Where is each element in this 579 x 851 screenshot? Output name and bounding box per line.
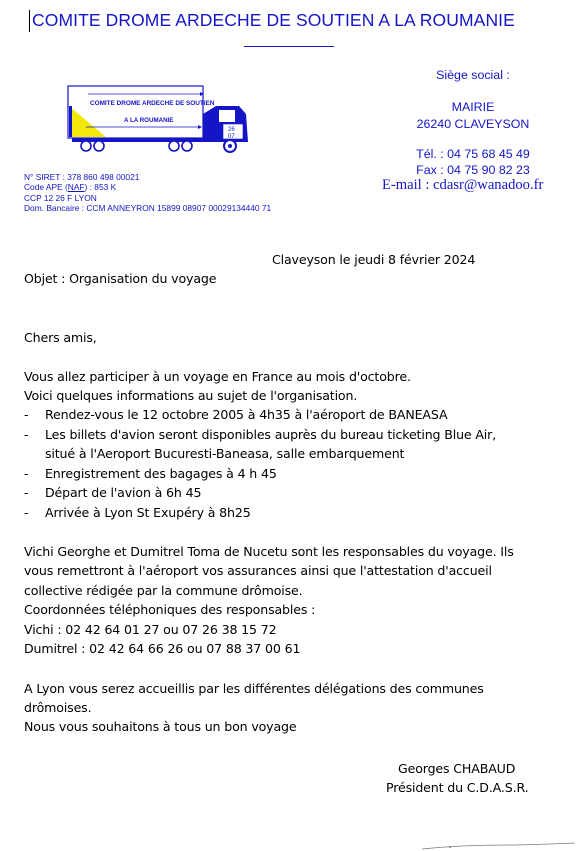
list-dash: -: [24, 485, 29, 500]
siege-address: 26240 CLAVEYSON: [416, 117, 530, 131]
contact-line: Vichi : 02 42 64 01 27 ou 07 26 38 15 72: [24, 622, 277, 637]
intro-line: Vous allez participer à un voyage en France au mois d'octobre.: [24, 369, 411, 384]
organization-title: COMITE DROME ARDECHE DE SOUTIEN A LA ROUMANIE: [32, 10, 515, 30]
truck-logo: [66, 84, 256, 158]
list-dash: -: [24, 505, 29, 520]
paragraph-line: collective rédigée par la commune drômoise.: [24, 583, 303, 598]
closing-line: Nous vous souhaitons à tous un bon voyage: [24, 719, 297, 734]
plate-bottom: 07: [228, 134, 235, 140]
list-item: Arrivée à Lyon St Exupéry à 8h25: [45, 505, 251, 520]
plate-top: 26: [228, 127, 235, 133]
fax-number: Fax : 04 75 90 82 23: [416, 163, 530, 177]
list-item: Départ de l'avion à 6h 45: [45, 485, 202, 500]
title-underline: [244, 46, 334, 47]
text-cursor: [29, 10, 30, 32]
letter-greeting: Chers amis,: [24, 330, 97, 345]
paragraph-line: drômoises.: [24, 700, 92, 715]
ccp: CCP 12 26 F LYON: [24, 192, 97, 203]
paragraph-line: vous remettront à l'aéroport vos assurances ainsi que l'attestation d'accueil: [24, 563, 492, 578]
list-dash: -: [24, 427, 29, 442]
list-item: Les billets d'avion seront disponibles auprès du bureau ticketing Blue Air,: [45, 427, 497, 442]
bank-info: Dom. Bancaire : CCM ANNEYRON 15899 08907 00029134440 71: [24, 203, 272, 214]
paragraph-line: A Lyon vous serez accueillis par les différentes délégations des communes: [24, 681, 484, 696]
siret: N° SIRET : 378 860 498 00021: [24, 172, 140, 182]
signature-title: Président du C.D.A.S.R.: [386, 780, 529, 795]
logo-line1: COMITE DROME ARDECHE DE SOUTIEN: [90, 100, 215, 107]
letter-subject: Objet : Organisation du voyage: [24, 271, 217, 286]
legal-info: [24, 172, 271, 214]
paragraph-line: Vichi Georghe et Dumitrel Toma de Nucetu sont les responsables du voyage. Ils: [24, 544, 514, 559]
phone-number: Tél. : 04 75 68 45 49: [416, 147, 530, 161]
list-dash: -: [24, 466, 29, 481]
list-item: Enregistrement des bagages à 4 h 45: [45, 466, 277, 481]
contact-line: Dumitrel : 02 42 64 66 26 ou 07 88 37 00 61: [24, 641, 301, 656]
paragraph-line: Coordonnées téléphoniques des responsables :: [24, 602, 316, 617]
letter-date: Claveyson le jeudi 8 février 2024: [272, 252, 476, 267]
list-dash: -: [24, 407, 29, 422]
ape-code: Code APE (NAF) : 853 K: [24, 182, 117, 193]
siege-mairie: MAIRIE: [451, 100, 495, 114]
list-item: Rendez-vous le 12 octobre 2005 à 4h35 à l'aéroport de BANEASA: [45, 407, 448, 422]
handwritten-mark: [420, 842, 579, 851]
intro-line: Voici quelques informations au sujet de l'organisation.: [24, 388, 358, 403]
list-item-continuation: situé à l'Aeroport Bucuresti-Baneasa, salle embarquement: [45, 446, 405, 461]
signature-name: Georges CHABAUD: [398, 761, 516, 776]
logo-line2: A LA ROUMANIE: [124, 117, 174, 124]
email-address: E-mail : cdasr@wanadoo.fr: [382, 177, 544, 193]
siege-label: Siège social :: [436, 68, 510, 82]
